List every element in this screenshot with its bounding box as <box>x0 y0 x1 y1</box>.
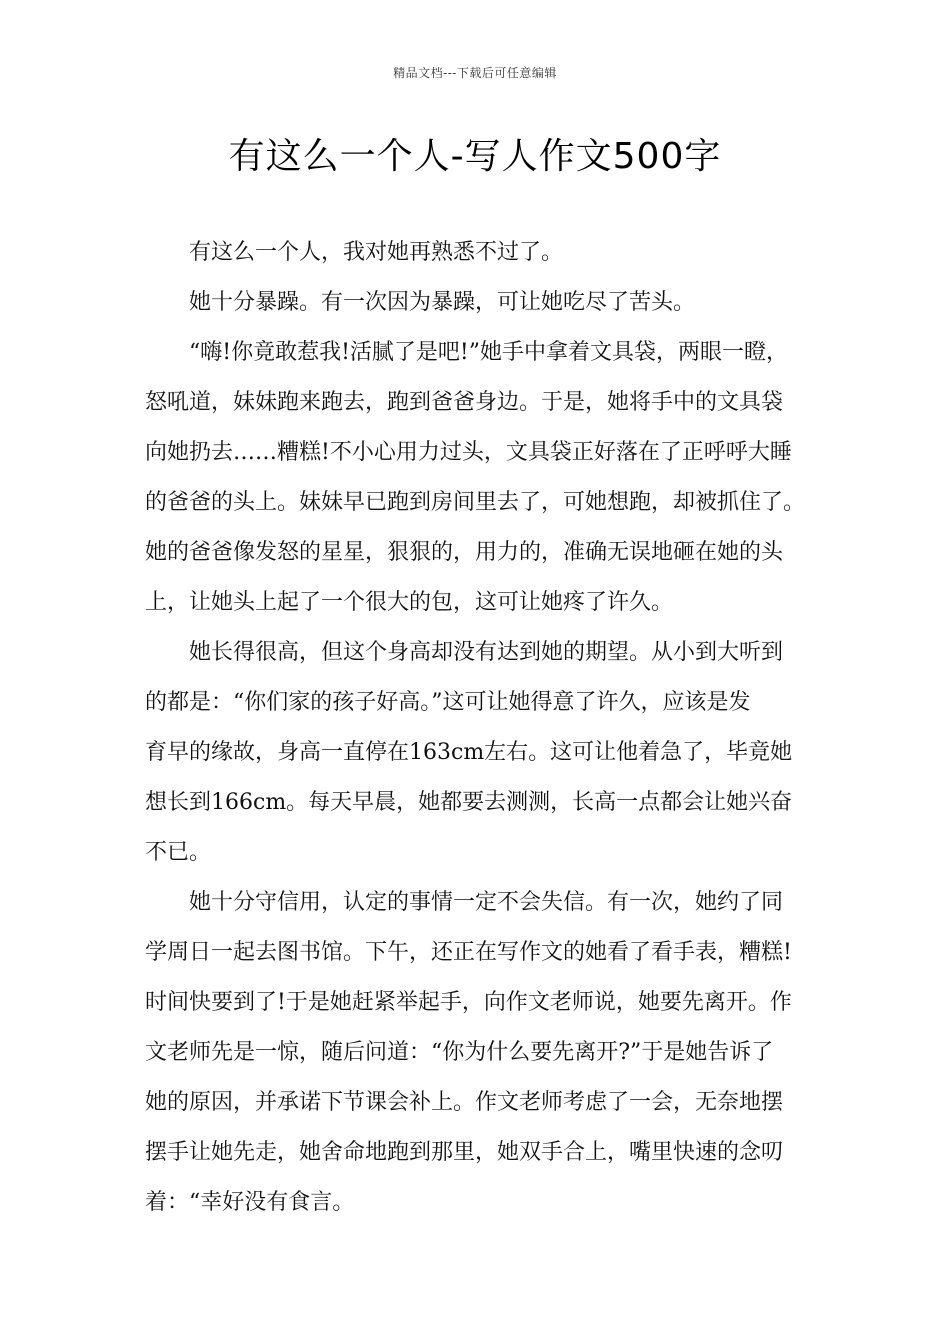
body-line: 她的爸爸像发怒的星星，狠狠的，用力的，准确无误地砸在她的头 <box>145 540 784 565</box>
body-line: 有这么一个人，我对她再熟悉不过了。 <box>145 240 564 265</box>
document-title: 有这么一个人-写人作文500字 <box>228 136 722 177</box>
body-line: 的爸爸的头上。妹妹早已跑到房间里去了，可她想跑，却被抓住了。 <box>145 490 806 515</box>
body-line: 摆手让她先走，她舍命地跑到那里，她双手合上，嘴里快速的念叨 <box>145 1140 784 1165</box>
body-line: “嗨!你竟敢惹我!活腻了是吧!”她手中拿着文具袋，两眼一瞪， <box>145 340 789 365</box>
body-line: 想长到166cm。每天早晨，她都要去测测，长高一点都会让她兴奋 <box>145 790 793 815</box>
body-line: 时间快要到了!于是她赶紧举起手，向作文老师说，她要先离开。作 <box>145 990 792 1015</box>
body-line: 学周日一起去图书馆。下午，还正在写作文的她看了看手表，糟糕! <box>145 940 792 965</box>
document-body <box>145 228 825 1228</box>
body-line: 文老师先是一惊，随后问道：“你为什么要先离开?”于是她告诉了 <box>145 1040 774 1065</box>
body-line: 她长得很高，但这个身高却没有达到她的期望。从小到大听到 <box>145 640 784 665</box>
body-line: 向她扔去……糟糕!不小心用力过头，文具袋正好落在了正呼呼大睡 <box>145 440 792 465</box>
header-note: 精品文档---下载后可任意编辑 <box>393 66 557 80</box>
body-line: 她十分守信用，认定的事情一定不会失信。有一次，她约了同 <box>145 890 784 915</box>
body-line: 不已。 <box>145 840 212 865</box>
body-line: 着：“幸好没有食言。 <box>145 1190 355 1215</box>
body-line: 怒吼道，妹妹跑来跑去，跑到爸爸身边。于是，她将手中的文具袋 <box>145 390 784 415</box>
body-line: 育早的缘故，身高一直停在163cm左右。这可让他着急了，毕竟她 <box>145 740 793 765</box>
body-line: 的都是：“你们家的孩子好高。”这可让她得意了许久，应该是发 <box>145 690 751 715</box>
body-line: 她的原因，并承诺下节课会补上。作文老师考虑了一会，无奈地摆 <box>145 1090 784 1115</box>
body-line: 她十分暴躁。有一次因为暴躁，可让她吃尽了苦头。 <box>145 290 696 315</box>
body-line: 上，让她头上起了一个很大的包，这可让她疼了许久。 <box>145 590 674 615</box>
